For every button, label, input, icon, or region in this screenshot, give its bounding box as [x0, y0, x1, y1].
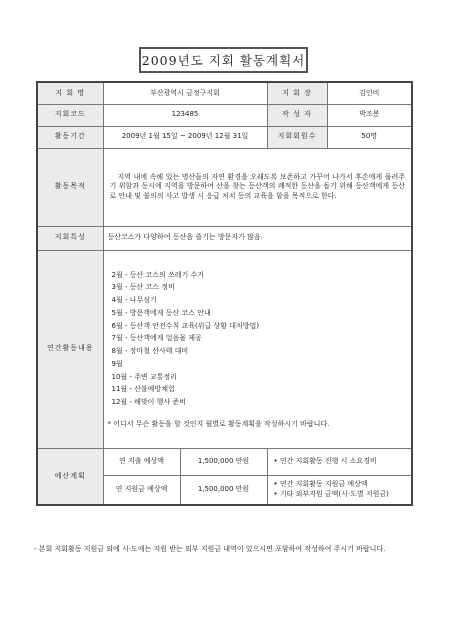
period-row: [37, 126, 412, 148]
activity-plan-form: [36, 81, 413, 506]
purpose-row: [37, 148, 412, 226]
annual-plan-cell: [103, 250, 412, 448]
period-label: 활동기간: [37, 126, 103, 148]
plan-item: 7월 - 등산객에게 얼음물 제공: [111, 334, 202, 343]
plan-item: 3월 - 등산 코스 정비: [111, 283, 175, 292]
plan-item: 4월 - 나무심기: [111, 296, 157, 305]
purpose-text: 지역 내에 속해 있는 명산들의 자연 환경을 오래도록 보존하고 가꾸어 나가서 후손에게 물려주기 위함과 동시에 지역을 방문하여 산을 찾는 등산객의 쾌적한 등산을 돕기 위해 등산객에게 등산로 안내 및 불의의 사고 발생 시 응급 처치 등의 교육을 함을 목적으로 한다.: [103, 148, 412, 226]
plan-item: 9월: [111, 359, 123, 368]
support-note: [267, 475, 412, 505]
budget-row-expense: [37, 448, 412, 475]
support-amount: 1,500,000 만원: [180, 475, 267, 505]
branch-code-value: 123485: [103, 104, 267, 126]
support-note-line: • 연간 지회활동 지원금 예상액: [273, 480, 368, 489]
writer-value: 박조봉: [327, 104, 412, 126]
plan-item: 2월 - 등산 코스의 쓰레기 수거: [111, 270, 204, 279]
branch-head-label: 지 회 장: [267, 82, 327, 104]
footnote: - 본회 지회활동 지원금 외에 시·도에는 지원 받는 외부 지원금 내역이 있으시면 포함하여 작성하여 주시기 바랍니다.: [34, 545, 386, 553]
page-title: 2009년도 지회 활동계획서: [139, 47, 308, 73]
plan-item: 5월 - 방문객에게 등산 코스 안내: [111, 308, 211, 317]
plan-item: 10월 - 주변 교통정리: [111, 372, 177, 381]
annual-plan-label: 연간활동내용: [37, 250, 103, 448]
member-count-label: 지회회원수: [267, 126, 327, 148]
period-value: 2009년 1월 15일 ~ 2009년 12월 31일: [103, 126, 267, 148]
plan-note: * 어디서 무슨 활동을 할 것인지 월별로 활동계획을 작성하시기 바랍니다.: [107, 419, 330, 428]
features-label: 지회특성: [37, 226, 103, 250]
features-text: 등산코스가 다양하여 등산을 즐기는 방문자가 많음.: [103, 226, 412, 250]
member-count-value: 50명: [327, 126, 412, 148]
branch-name-row: [37, 82, 412, 104]
support-label: 연 지원금 예상액: [103, 475, 180, 505]
support-note-line: • 기타 외부지원 금액(시·도별 지원금): [273, 489, 389, 498]
annual-plan-row: [37, 250, 412, 448]
plan-item: 6월 - 등산객 안전수칙 교육(위급 상황 대처방법): [111, 321, 260, 330]
plan-item: 8월 - 장마철 산사태 대비: [111, 347, 189, 356]
plan-item: 12월 - 해맞이 행사 준비: [111, 398, 186, 407]
expense-label: 연 지출 예상액: [103, 448, 180, 475]
expense-amount: 1,500,000 만원: [180, 448, 267, 475]
branch-name-label: 지 회 명: [37, 82, 103, 104]
branch-code-row: [37, 104, 412, 126]
writer-label: 작 성 자: [267, 104, 327, 126]
plan-item: 11월 - 산불예방체험: [111, 385, 175, 394]
budget-label: 예산계획: [37, 448, 103, 505]
branch-head-value: 김인비: [327, 82, 412, 104]
features-row: [37, 226, 412, 250]
branch-name-value: 부산광역시 금정구지회: [103, 82, 267, 104]
expense-note: • 연간 지회활동 진행 시 소요경비: [267, 448, 412, 475]
purpose-label: 활동목적: [37, 148, 103, 226]
branch-code-label: 지회코드: [37, 104, 103, 126]
annual-plan-list: [108, 269, 408, 409]
